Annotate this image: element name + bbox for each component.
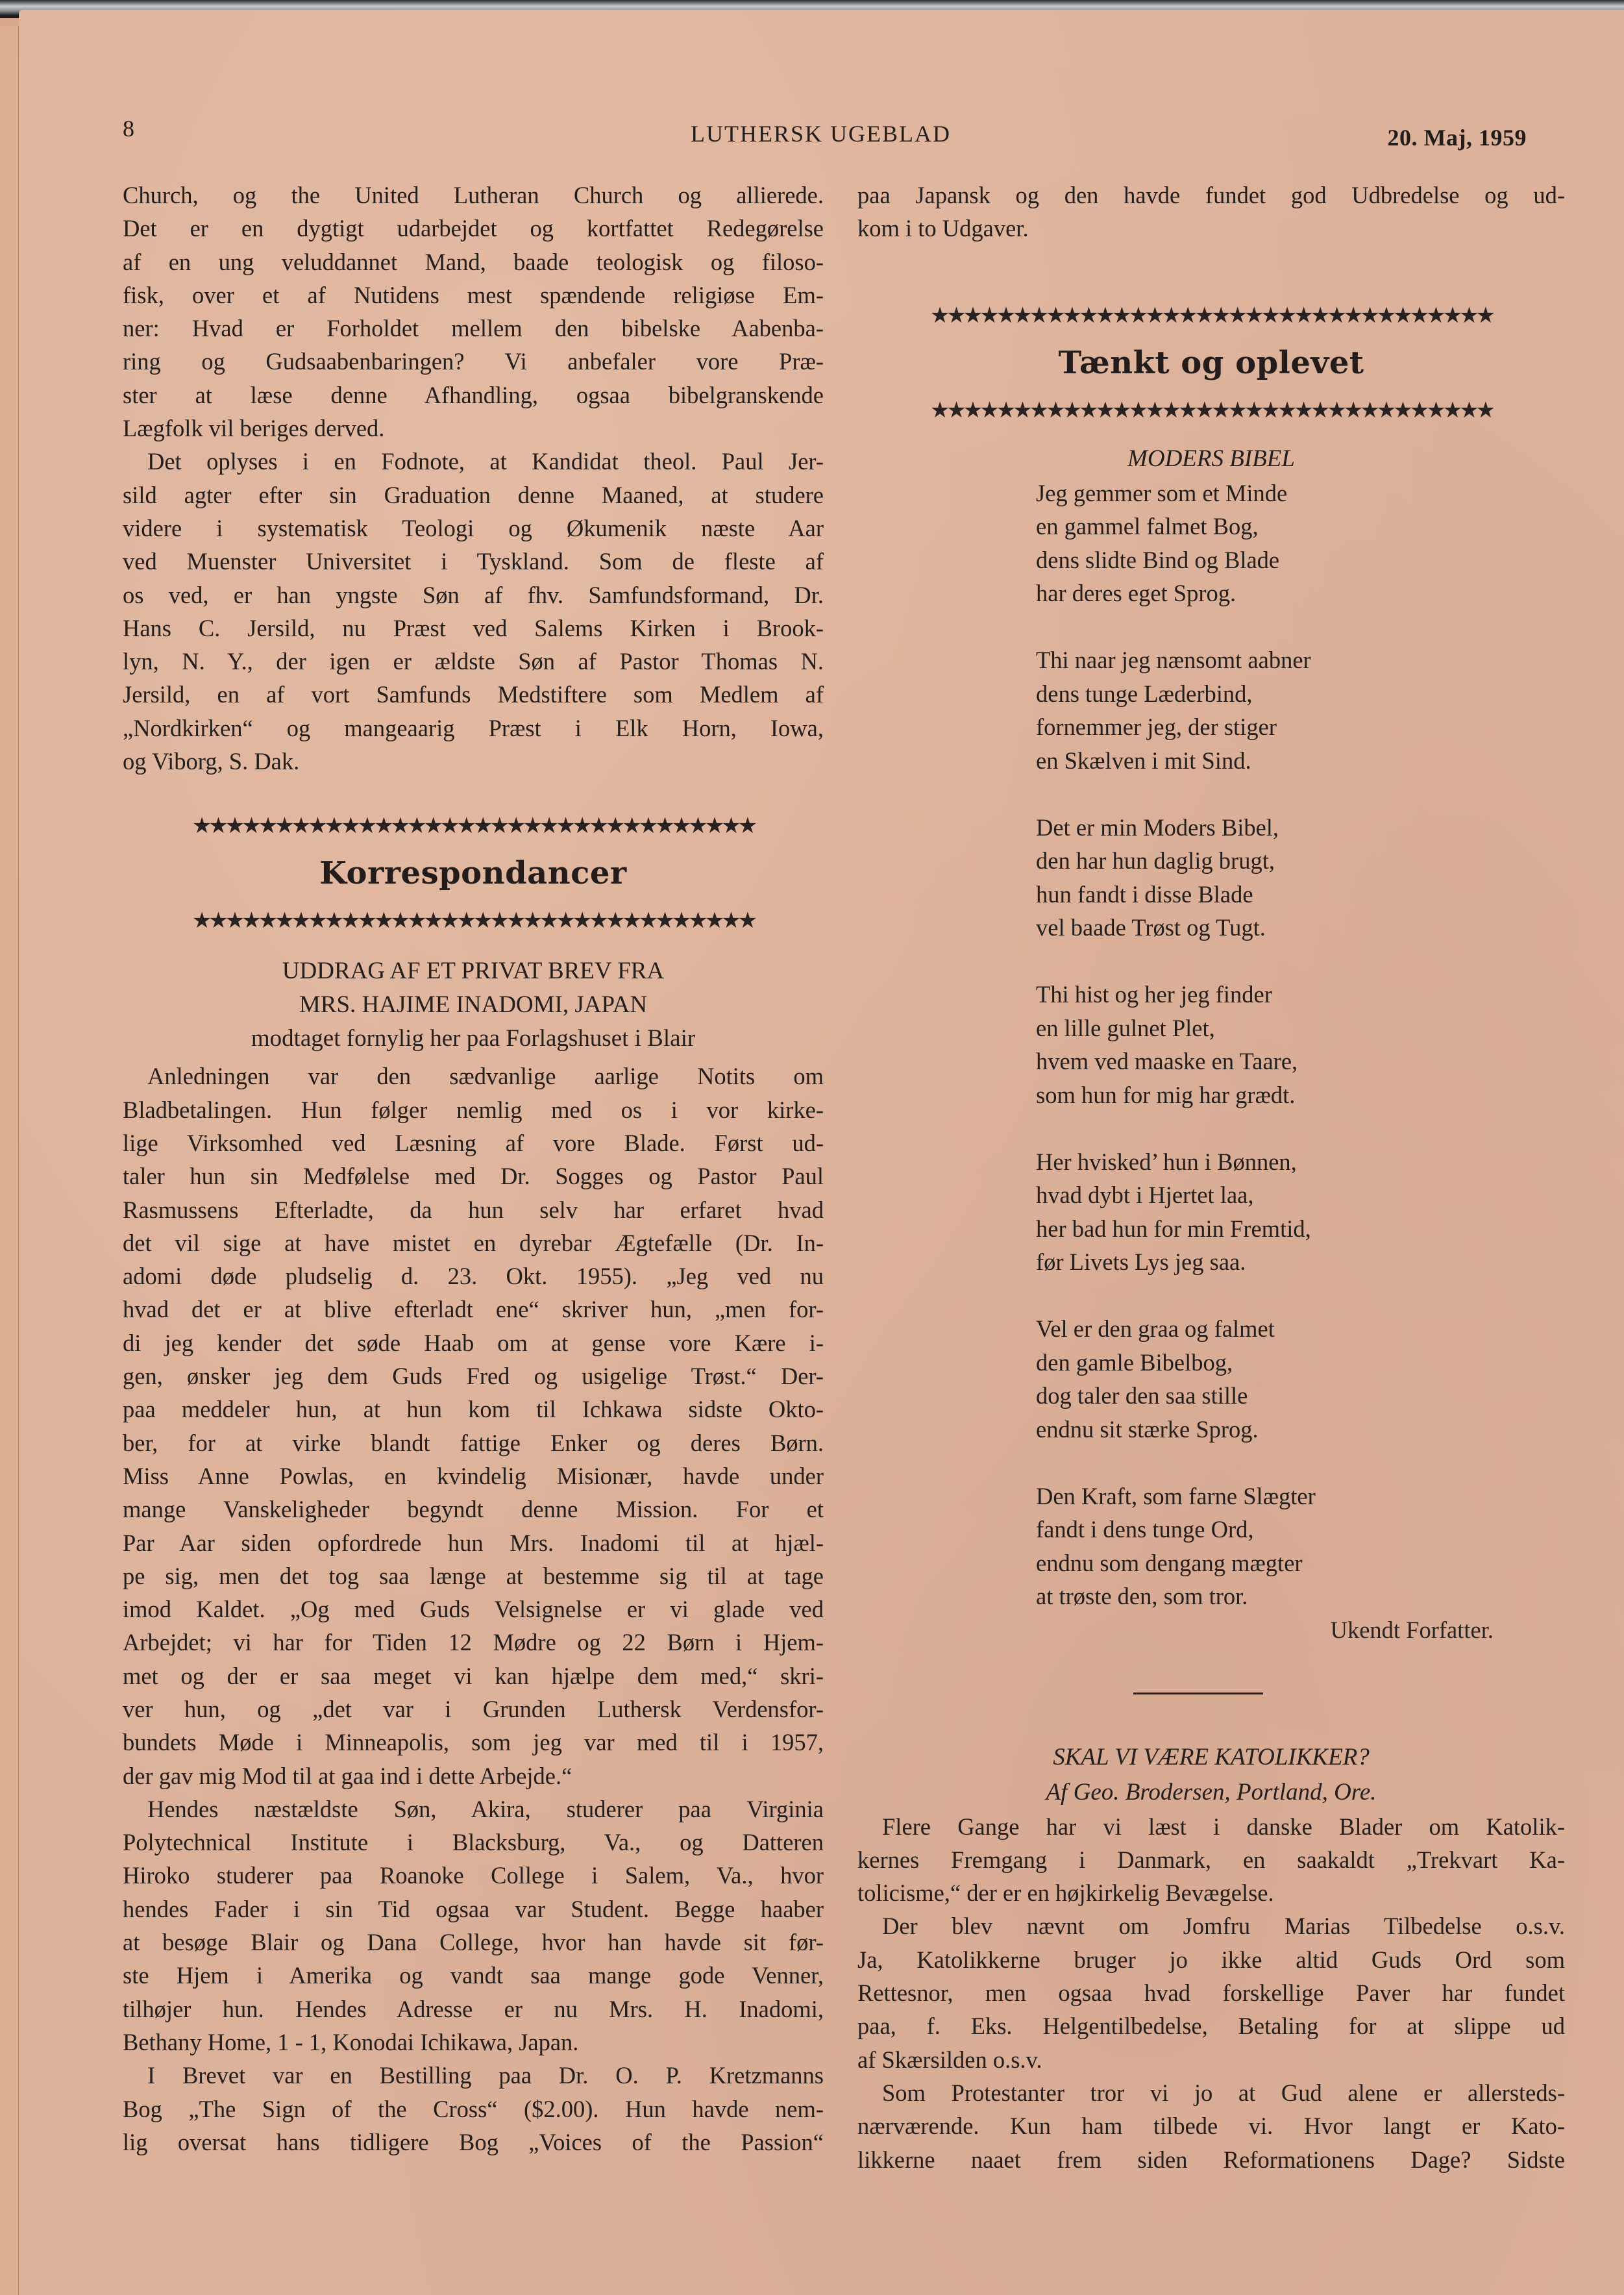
poem-stanza <box>1036 643 1565 777</box>
poem-line: Her hvisked’ hun i Bønnen, <box>1036 1148 1297 1175</box>
poem-line: dog taler den saa stille <box>1036 1382 1248 1409</box>
poem-line: før Livets Lys jeg saa. <box>1036 1248 1246 1276</box>
page-number: 8 <box>123 116 135 142</box>
poem-line: Vel er den graa og falmet <box>1036 1315 1275 1343</box>
text-line: Hendes næstældste Søn, Akira, studerer paa Virginia <box>147 1795 824 1822</box>
text-line: videre i systematisk Teologi og Økumenik næste Aar <box>123 514 824 541</box>
text-line: os ved, er han yngste Søn af fhv. Samfundsformand, Dr. <box>123 581 824 608</box>
poem-line: hun fandt i disse Blade <box>1036 880 1253 908</box>
poem-line: fandt i dens tunge Ord, <box>1036 1516 1254 1543</box>
text-line: imod Kaldet. „Og med Guds Velsignelse er vi glade ved <box>123 1596 824 1623</box>
text-line: Bog „The Sign of the Cross“ ($2.00). Hun havde nem- <box>123 2095 824 2122</box>
text-line: tilhøjer hun. Hendes Adresse er nu Mrs. H. Inadomi, <box>123 1995 824 2022</box>
article-paragraph-3 <box>123 2059 824 2159</box>
poem-line: endnu sit stærke Sprog. <box>1036 1415 1259 1443</box>
continuation-paragraph <box>857 179 1565 245</box>
poem-line: at trøste den, som tror. <box>1036 1583 1248 1610</box>
text-line: og Viborg, S. Dak. <box>123 748 300 775</box>
poem-line: som hun for mig har grædt. <box>1036 1081 1296 1108</box>
text-line: ber, for at virke blandt fattige Enker og deres Børn. <box>123 1429 824 1456</box>
text-line: Par Aar siden opfordrede hun Mrs. Inadomi til at hjæl- <box>123 1529 824 1556</box>
text-line: likkerne naaet frem siden Reformationens Dage? Sidste <box>857 2146 1565 2173</box>
right-column <box>857 179 1565 2176</box>
text-line: Jersild, en af vort Samfunds Medstiftere som Medlem af <box>123 681 824 708</box>
text-line: di jeg kender det søde Haab om at gense vore Kære i- <box>123 1329 824 1356</box>
newspaper-page <box>19 10 1624 2295</box>
text-line: I Brevet var en Bestilling paa Dr. O. P. Kretzmanns <box>147 2062 824 2089</box>
text-line: paa meddeler hun, at hun kom til Ichkawa sidste Okto- <box>123 1396 824 1423</box>
intro-paragraph-2 <box>123 445 824 778</box>
star-ornament-rule: ★★★★★★★★★★★★★★★★★★★★★★★★★★★★★★★★★★ <box>929 397 1493 423</box>
poem-author: Ukendt Forfatter. <box>1330 1616 1494 1643</box>
article-headline-line-1: UDDRAG AF ET PRIVAT BREV FRA <box>282 958 665 985</box>
text-line: „Nordkirken“ og mangeaarig Præst i Elk Horn, Iowa, <box>123 714 824 741</box>
article-title: SKAL VI VÆRE KATOLIKKER? <box>1053 1743 1370 1770</box>
star-ornament-rule: ★★★★★★★★★★★★★★★★★★★★★★★★★★★★★★★★★★ <box>191 813 755 839</box>
stanza-gap <box>1036 945 1565 978</box>
text-line: lyn, N. Y., der igen er ældste Søn af Pastor Thomas N. <box>123 648 824 675</box>
text-line: pe sig, men det tog saa længe at bestemme sig til at tage <box>123 1562 824 1589</box>
poem-line: den gamle Bibelbog, <box>1036 1348 1233 1376</box>
issue-date: 20. Maj, 1959 <box>1387 125 1527 151</box>
intro-paragraph-1 <box>123 179 824 445</box>
text-line: Bladbetalingen. Hun følger nemlig med os i vor kirke- <box>123 1096 824 1123</box>
text-line: hendes Fader i sin Tid ogsaa var Student. Begge haaber <box>123 1895 824 1922</box>
text-line: Lægfolk vil beriges derved. <box>123 415 385 442</box>
article-byline: Af Geo. Brodersen, Portland, Ore. <box>1046 1778 1377 1805</box>
poem-line: endnu som dengang mægter <box>1036 1549 1303 1576</box>
text-line: der gav mig Mod til at gaa ind i dette Arbejde.“ <box>123 1762 572 1789</box>
left-column <box>123 179 824 2159</box>
text-line: ver hun, og „det var i Grunden Luthersk Verdensfor- <box>123 1695 824 1722</box>
poem-title: MODERS BIBEL <box>1127 445 1295 472</box>
text-line: nærværende. Kun ham tilbede vi. Hvor langt er Kato- <box>857 2113 1565 2140</box>
text-line: kernes Fremgang i Danmark, en saakaldt „Trekvart Ka- <box>857 1846 1565 1873</box>
text-line: met og der er saa meget vi kan hjælpe dem med,“ skri- <box>123 1662 824 1689</box>
text-line: Flere Gange har vi læst i danske Blader om Katolik- <box>882 1813 1565 1840</box>
article-paragraph-2 <box>123 1793 824 2059</box>
poem-stanza <box>1036 978 1565 1111</box>
poem-line: Jeg gemmer som et Minde <box>1036 479 1288 506</box>
text-line: ner: Hvad er Forholdet mellem den bibelske Aabenba- <box>123 315 824 342</box>
poem-line: Thi hist og her jeg finder <box>1036 981 1272 1008</box>
article-headline-line-2: MRS. HAJIME INADOMI, JAPAN <box>299 991 648 1019</box>
poem-line: Thi naar jeg nænsomt aabner <box>1036 647 1311 674</box>
poem-line: Den Kraft, som farne Slægter <box>1036 1482 1316 1509</box>
article-paragraph-1 <box>123 1060 824 1793</box>
poem-line: hvem ved maaske en Taare, <box>1036 1048 1298 1075</box>
text-line: Rasmussens Efterladte, da hun selv har erfaret hvad <box>123 1196 824 1223</box>
poem-line: her bad hun for min Fremtid, <box>1036 1215 1311 1242</box>
text-line: det vil sige at have mistet en dyrebar Ægtefælle (Dr. In- <box>123 1229 824 1256</box>
text-line: Det er en dygtigt udarbejdet og kortfattet Redegørelse <box>123 215 824 242</box>
article-paragraph-2 <box>857 1909 1565 2076</box>
text-line: ved Muenster Universitet i Tyskland. Som de fleste af <box>123 548 824 575</box>
poem-line: vel baade Trøst og Tugt. <box>1036 914 1266 941</box>
star-ornament-rule: ★★★★★★★★★★★★★★★★★★★★★★★★★★★★★★★★★★ <box>929 302 1493 329</box>
horizontal-rule <box>1133 1693 1263 1694</box>
text-line: af Skærsilden o.s.v. <box>857 2046 1042 2073</box>
text-line: gen, ønsker jeg dem Guds Fred og usigelige Trøst.“ Der- <box>123 1363 824 1390</box>
text-line: lige Virksomhed ved Læsning af vore Blade. Først ud- <box>123 1129 824 1156</box>
article-paragraph-3 <box>857 2076 1565 2176</box>
text-line: Church, og the United Lutheran Church og allierede. <box>123 182 824 208</box>
poem-line: en lille gulnet Plet, <box>1036 1014 1215 1041</box>
poem-stanza <box>1036 1145 1565 1279</box>
text-line: Bethany Home, 1 - 1, Konodai Ichikawa, Japan. <box>123 2028 579 2055</box>
text-line: ring og Gudsaabenbaringen? Vi anbefaler vore Præ- <box>123 348 824 375</box>
stanza-gap <box>1036 1446 1565 1480</box>
text-line: adomi døde pludselig d. 23. Okt. 1955). „Jeg ved nu <box>123 1263 824 1290</box>
text-line: Der blev nævnt om Jomfru Marias Tilbedelse o.s.v. <box>882 1913 1565 1940</box>
poem-stanza <box>1036 1480 1565 1613</box>
text-line: ster at læse denne Afhandling, ogsaa bibelgranskende <box>123 381 824 408</box>
stanza-gap <box>1036 1111 1565 1145</box>
text-line: hvad det er at blive efterladt ene“ skriver hun, „men for- <box>123 1296 824 1323</box>
text-line: ste Hjem i Amerika og vandt saa mange gode Venner, <box>123 1962 824 1989</box>
poem <box>857 477 1565 1613</box>
section-title-taenkt-og-oplevet: Tænkt og oplevet <box>1058 344 1364 381</box>
poem-line: hvad dybt i Hjertet laa, <box>1036 1182 1254 1209</box>
stanza-gap <box>1036 1279 1565 1313</box>
article-paragraph-1 <box>857 1810 1565 1910</box>
text-line: Arbejdet; vi har for Tiden 12 Mødre og 22 Børn i Hjem- <box>123 1629 824 1656</box>
text-line: paa Japansk og den havde fundet god Udbredelse og ud- <box>857 182 1565 208</box>
text-line: tolicisme,“ der er en højkirkelig Bevægelse. <box>857 1879 1274 1907</box>
publication-title: LUTHERSK UGEBLAD <box>691 121 951 147</box>
poem-line: dens tunge Læderbind, <box>1036 680 1253 707</box>
text-line: Hans C. Jersild, nu Præst ved Salems Kirken i Brook- <box>123 614 824 641</box>
article-subheadline: modtaget fornylig her paa Forlagshuset i Blair <box>251 1025 696 1052</box>
poem-line: har deres eget Sprog. <box>1036 580 1236 607</box>
text-line: Anledningen var den sædvanlige aarlige Notits om <box>147 1063 824 1090</box>
text-line: bundets Møde i Minneapolis, som jeg var med til i 1957, <box>123 1729 824 1756</box>
poem-stanza <box>1036 477 1565 610</box>
poem-stanza <box>1036 1312 1565 1446</box>
poem-line: den har hun daglig brugt, <box>1036 847 1275 875</box>
text-line: Miss Anne Powlas, en kvindelig Misionær, havde under <box>123 1462 824 1489</box>
text-line: af en ung veluddannet Mand, baade teologisk og filoso- <box>123 248 824 275</box>
poem-stanza <box>1036 811 1565 945</box>
star-ornament-rule: ★★★★★★★★★★★★★★★★★★★★★★★★★★★★★★★★★★ <box>191 908 755 934</box>
underlying-page-edge-2 <box>0 26 19 2295</box>
text-line: taler hun sin Medfølelse med Dr. Sogges og Pastor Paul <box>123 1163 824 1190</box>
poem-line: fornemmer jeg, der stiger <box>1036 713 1277 741</box>
text-line: Ja, Katolikkerne bruger jo ikke altid Guds Ord som <box>857 1946 1565 1973</box>
text-line: fisk, over et af Nutidens mest spændende religiøse Em- <box>123 281 824 308</box>
poem-line: Det er min Moders Bibel, <box>1036 813 1279 841</box>
text-line: kom i to Udgaver. <box>857 215 1029 242</box>
poem-line: en gammel falmet Bog, <box>1036 513 1259 540</box>
poem-line: en Skælven i mit Sind. <box>1036 747 1251 774</box>
stanza-gap <box>1036 610 1565 644</box>
text-line: sild agter efter sin Graduation denne Maaned, at studere <box>123 481 824 508</box>
stanza-gap <box>1036 777 1565 811</box>
text-line: Hiroko studerer paa Roanoke College i Salem, Va., hvor <box>123 1862 824 1889</box>
section-title-korrespondancer: Korrespondancer <box>319 855 627 892</box>
poem-line: dens slidte Bind og Blade <box>1036 546 1280 573</box>
text-line: Det oplyses i en Fodnote, at Kandidat theol. Paul Jer- <box>147 448 824 475</box>
text-line: at besøge Blair og Dana College, hvor han havde sit før- <box>123 1929 824 1956</box>
text-line: lig oversat hans tidligere Bog „Voices of the Passion“ <box>123 2128 824 2155</box>
text-line: Som Protestanter tror vi jo at Gud alene er allersteds- <box>882 2079 1565 2106</box>
text-line: mange Vanskeligheder begyndt denne Mission. For et <box>123 1496 824 1523</box>
text-line: Polytechnical Institute i Blacksburg, Va., og Datteren <box>123 1829 824 1856</box>
text-line: paa, f. Eks. Helgentilbedelse, Betaling for at slippe ud <box>857 2013 1565 2040</box>
text-line: Rettesnor, men ogsaa hvad forskellige Paver har fundet <box>857 1979 1565 2007</box>
